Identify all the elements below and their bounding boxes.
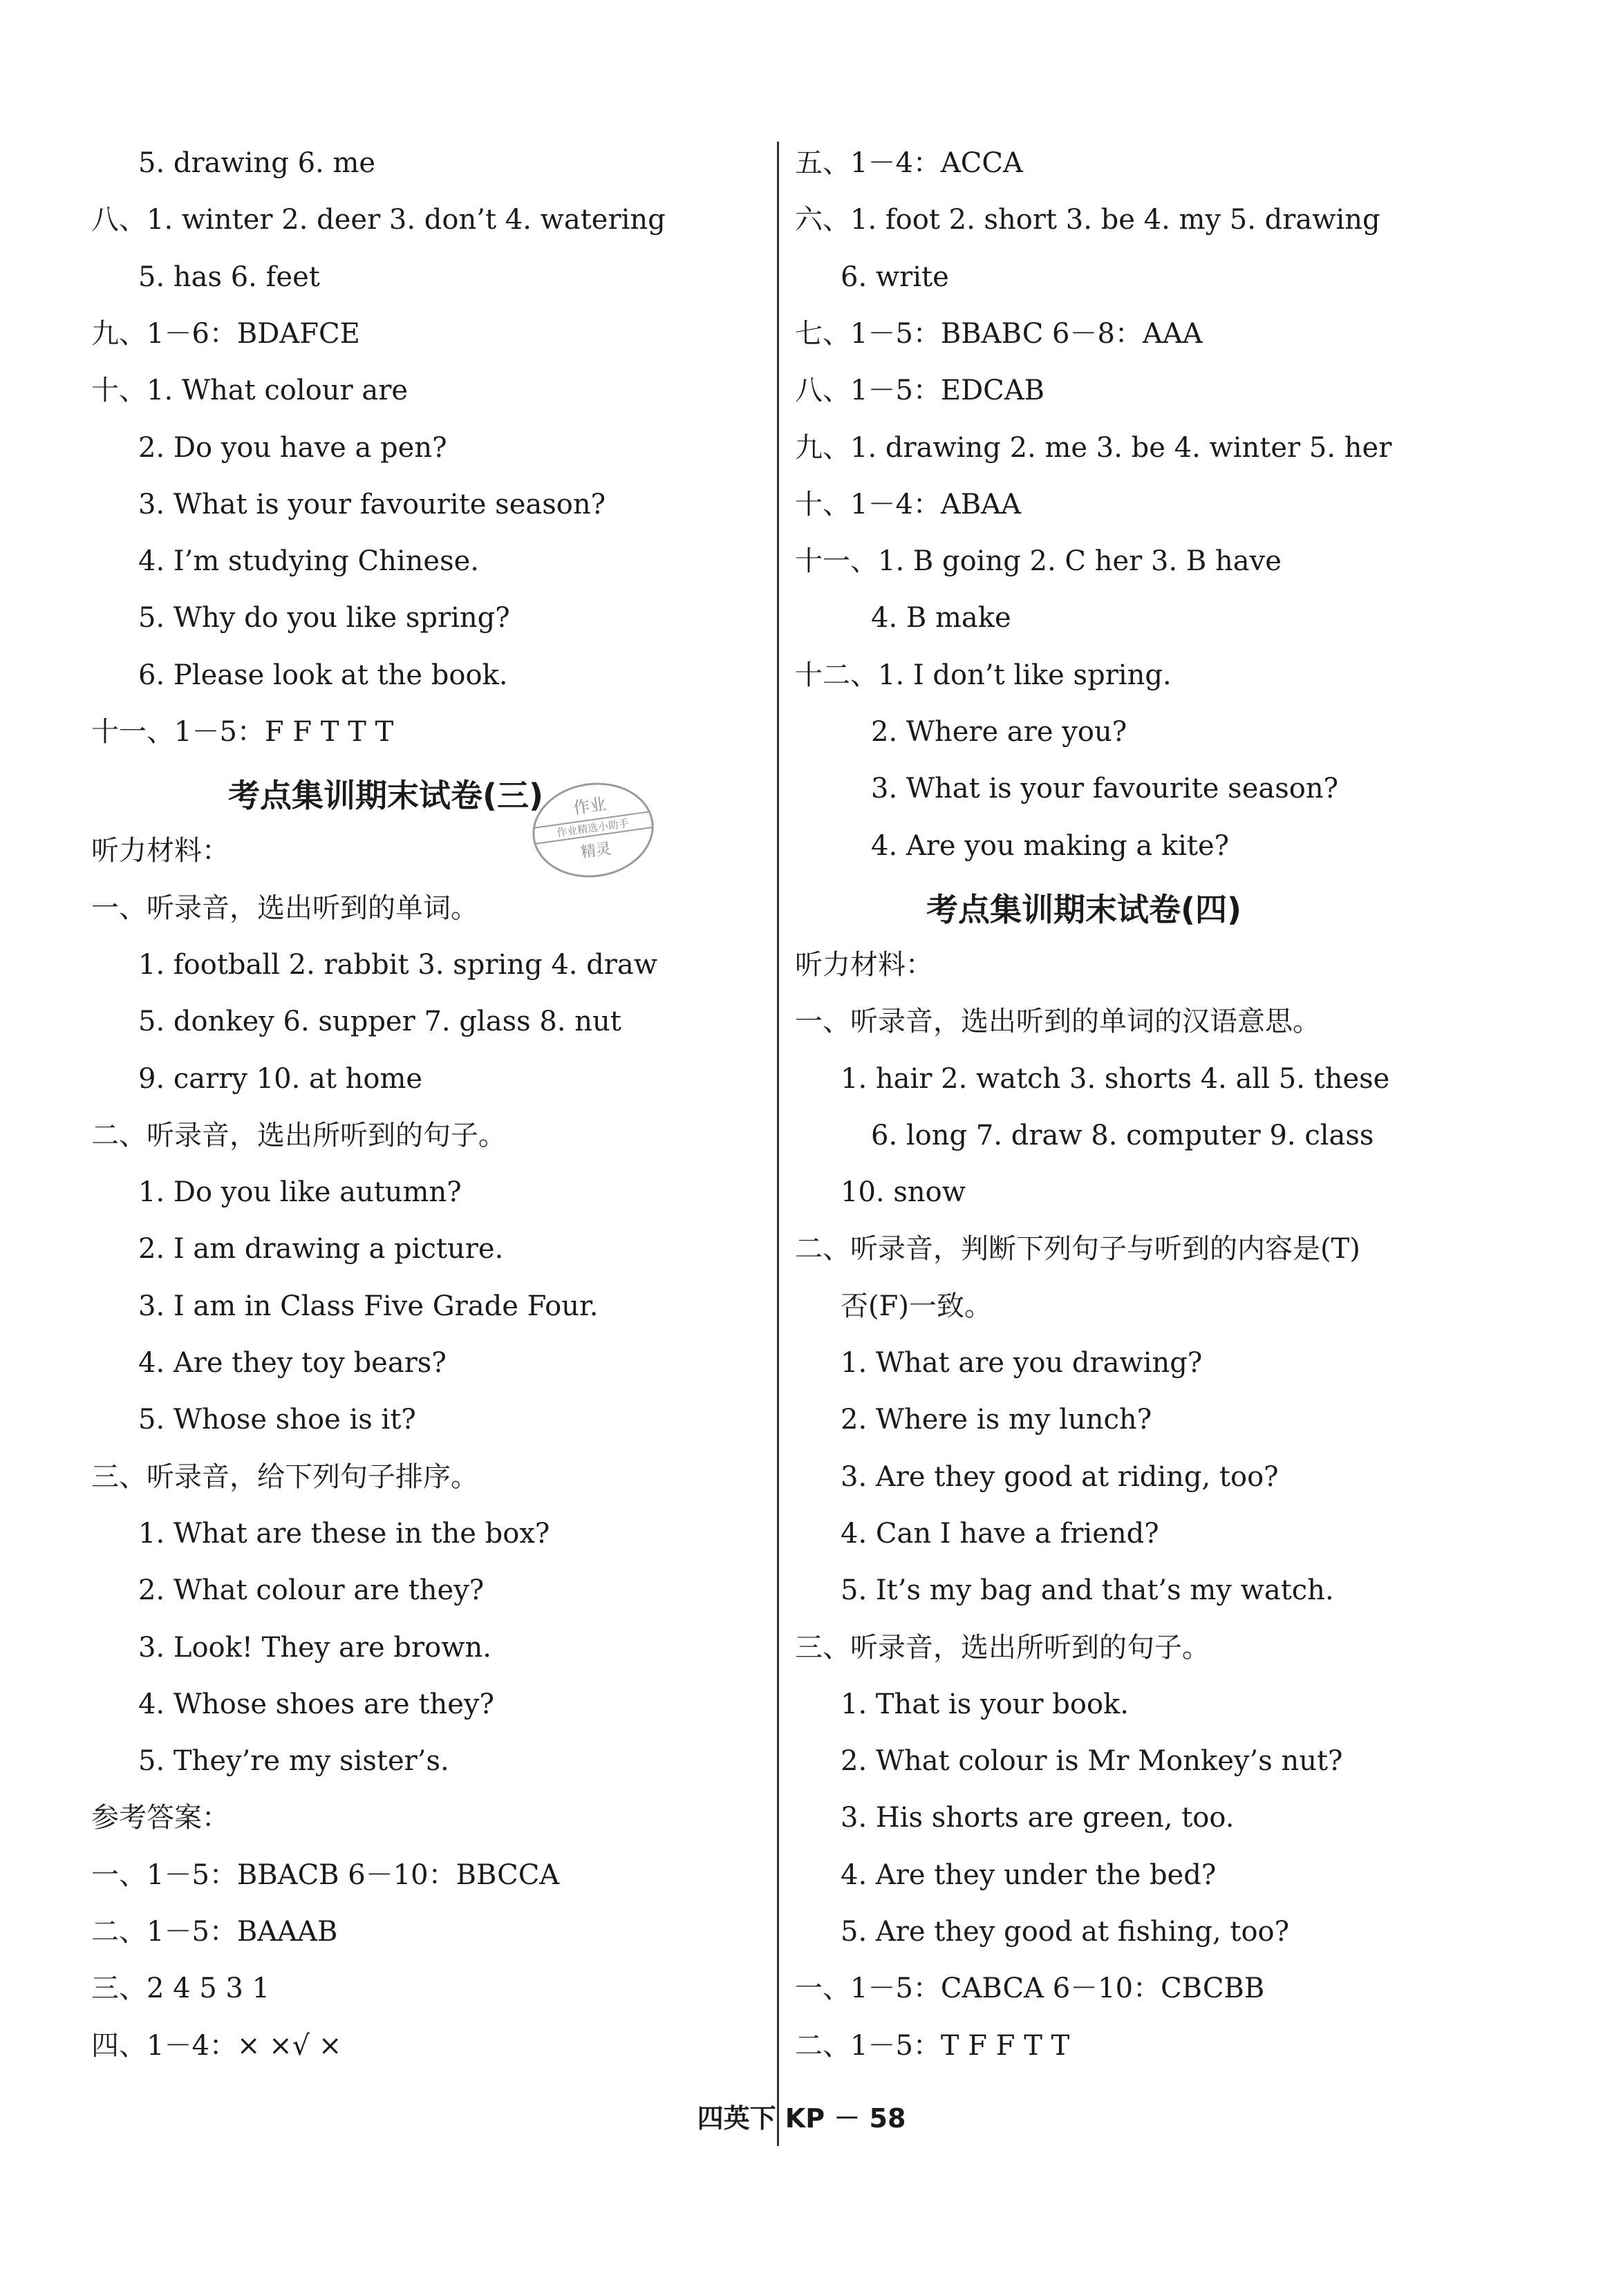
answer-line: 1. What are you drawing? (841, 1347, 1203, 1379)
question-heading: 一、听录音，选出听到的单词的汉语意思。 (795, 1006, 1320, 1037)
answer-line: 5. has 6. feet (138, 261, 320, 293)
answer-line: 5. Are they good at fishing, too? (841, 1916, 1290, 1948)
answer-line: 1. football 2. rabbit 3. spring 4. draw (138, 949, 658, 981)
stamp-bottom-text: 精灵 (579, 840, 612, 862)
answer-line: 一、1－5：CABCA 6－10：CBCBB (795, 1973, 1265, 2004)
answer-line: 10. snow (841, 1176, 966, 1208)
answer-line: 九、1－6：BDAFCE (91, 318, 360, 350)
answer-line: 八、1. winter 2. deer 3. don’t 4. watering (91, 204, 666, 236)
answer-line: 2. Do you have a pen? (138, 432, 447, 464)
answer-line: 4. Can I have a friend? (841, 1518, 1159, 1550)
column-divider (777, 142, 779, 2146)
answer-line: 九、1. drawing 2. me 3. be 4. winter 5. her (795, 432, 1392, 464)
answer-line: 5. drawing 6. me (138, 147, 376, 179)
question-heading: 三、听录音，给下列句子排序。 (91, 1461, 478, 1493)
answer-line: 6. Please look at the book. (138, 659, 508, 691)
answer-line: 4. Whose shoes are they? (138, 1688, 494, 1720)
question-heading: 二、听录音，选出所听到的句子。 (91, 1120, 506, 1151)
answer-line: 4. Are you making a kite? (871, 830, 1230, 862)
section-heading: 听力材料： (91, 835, 229, 867)
answer-line: 3. What is your favourite season? (871, 773, 1339, 804)
answer-line: 4. B make (871, 602, 1011, 634)
question-heading: 否(F)一致。 (841, 1290, 992, 1322)
answer-line: 3. Look! They are brown. (138, 1632, 491, 1664)
answer-line: 十、1－4：ABAA (795, 489, 1021, 520)
answer-line: 二、1－5：BAAAB (91, 1916, 338, 1948)
answer-line: 2. I am drawing a picture. (138, 1233, 504, 1265)
answer-line: 5. Why do you like spring? (138, 602, 510, 634)
answer-line: 2. Where are you? (871, 716, 1127, 748)
answer-line: 9. carry 10. at home (138, 1063, 423, 1095)
section-title: 考点集训期末试卷(四) (926, 891, 1242, 928)
answer-line: 5. It’s my bag and that’s my watch. (841, 1574, 1334, 1606)
answer-line: 2. What colour are they? (138, 1574, 485, 1606)
answer-line: 6. write (841, 261, 949, 293)
answer-line: 1. That is your book. (841, 1688, 1129, 1720)
answer-line: 2. Where is my lunch? (841, 1404, 1152, 1436)
answer-line: 4. I’m studying Chinese. (138, 545, 479, 577)
answer-line: 十一、1－5：F F T T T (91, 716, 394, 748)
answer-line: 1. Do you like autumn? (138, 1176, 462, 1208)
answer-line: 十一、1. B going 2. C her 3. B have (795, 545, 1282, 577)
answer-line: 5. donkey 6. supper 7. glass 8. nut (138, 1006, 621, 1037)
section-heading: 参考答案： (91, 1802, 229, 1834)
answer-line: 3. What is your favourite season? (138, 489, 606, 520)
answer-line: 3. I am in Class Five Grade Four. (138, 1290, 599, 1322)
answer-line: 五、1－4：ACCA (795, 147, 1023, 179)
section-heading: 听力材料： (795, 949, 933, 981)
page-footer: 四英下 KP － 58 (697, 2103, 906, 2134)
answer-line: 4. Are they under the bed? (841, 1859, 1217, 1891)
answer-line: 一、1－5：BBACB 6－10：BBCCA (91, 1859, 560, 1891)
question-heading: 三、听录音，选出所听到的句子。 (795, 1632, 1210, 1664)
answer-line: 4. Are they toy bears? (138, 1347, 447, 1379)
answer-line: 七、1－5：BBABC 6－8：AAA (795, 318, 1203, 350)
question-heading: 二、听录音，判断下列句子与听到的内容是(T) (795, 1233, 1360, 1265)
stamp-top-text: 作业 (572, 794, 608, 818)
answer-line: 2. What colour is Mr Monkey’s nut? (841, 1745, 1343, 1777)
answer-line: 5. They’re my sister’s. (138, 1745, 449, 1777)
watermark-stamp (526, 775, 659, 885)
answer-line: 6. long 7. draw 8. computer 9. class (871, 1120, 1374, 1151)
answer-line: 二、1－5：T F F T T (795, 2030, 1070, 2062)
answer-line: 十二、1. I don’t like spring. (795, 659, 1172, 691)
answer-line: 八、1－5：EDCAB (795, 375, 1045, 406)
stamp-middle-text: 作业精选小助手 (534, 811, 653, 844)
answer-line: 5. Whose shoe is it? (138, 1404, 416, 1436)
answer-line: 3. His shorts are green, too. (841, 1802, 1235, 1834)
answer-line: 1. hair 2. watch 3. shorts 4. all 5. these (841, 1063, 1390, 1095)
question-heading: 一、听录音，选出听到的单词。 (91, 892, 478, 924)
answer-line: 六、1. foot 2. short 3. be 4. my 5. drawing (795, 204, 1380, 236)
section-title: 考点集训期末试卷(三) (228, 777, 544, 814)
answer-line: 四、1－4：× ×√ × (91, 2030, 342, 2062)
answer-line: 三、2 4 5 3 1 (91, 1973, 270, 2004)
answer-line: 3. Are they good at riding, too? (841, 1461, 1279, 1493)
answer-line: 1. What are these in the box? (138, 1518, 550, 1550)
answer-line: 十、1. What colour are (91, 375, 408, 406)
